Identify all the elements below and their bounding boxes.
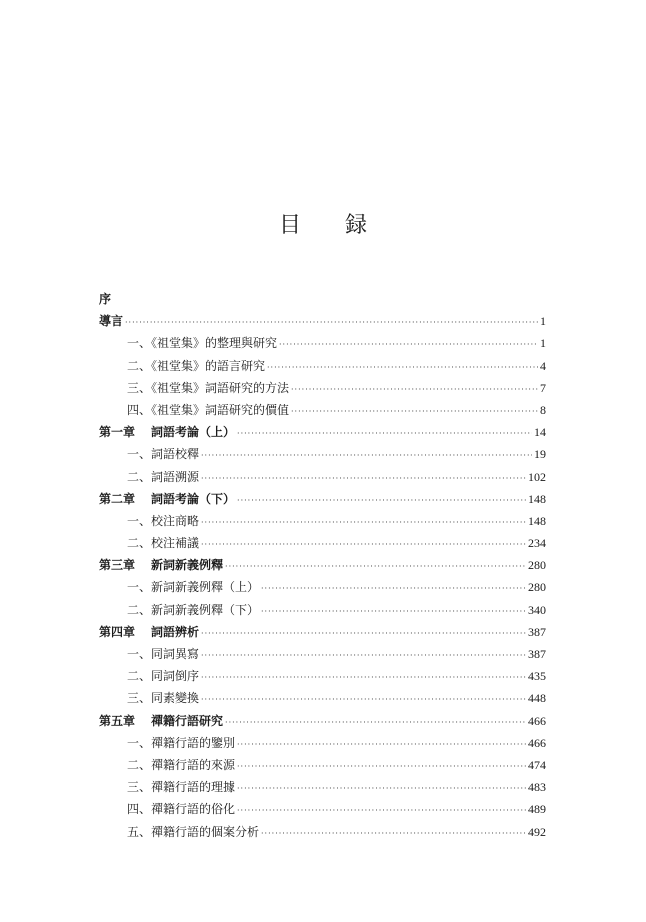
toc-entry-label: 一、禪籍行語的鑒別 [127, 735, 236, 750]
toc-page-number: 14 [534, 425, 546, 440]
toc-entry-title [127, 466, 199, 488]
toc-page-number: 474 [528, 757, 546, 772]
toc-entry-title [127, 332, 277, 354]
dot-leader [237, 778, 526, 800]
toc-chapter-row [99, 421, 546, 443]
toc-entry-title [127, 643, 199, 665]
toc-page-number: 1 [540, 314, 546, 329]
toc-entry-title [127, 399, 289, 421]
toc-entry-label: 三、《祖堂集》詞語研究的方法 [127, 380, 290, 395]
dot-leader [237, 490, 526, 512]
dot-leader [225, 556, 526, 578]
toc-section-row [99, 355, 546, 377]
toc-entry-title [127, 732, 235, 754]
toc-section-row [99, 643, 546, 665]
title-char-2: 録 [345, 213, 368, 238]
toc-chapter-number: 第一章 [99, 425, 136, 440]
table-of-contents [99, 288, 546, 843]
toc-page-number: 489 [528, 802, 546, 817]
dot-leader [201, 623, 526, 645]
toc-page-number: 4 [540, 358, 546, 373]
toc-entry-label: 二、同詞倒序 [127, 669, 200, 684]
dot-leader [291, 401, 538, 423]
toc-section-row [99, 377, 546, 399]
toc-page-number: 435 [528, 669, 546, 684]
toc-entry-title [99, 421, 235, 443]
dot-leader [261, 823, 526, 845]
toc-page-number: 387 [528, 624, 546, 639]
toc-section-row [99, 776, 546, 798]
toc-chapter-row [99, 288, 546, 310]
toc-page-number: 466 [528, 713, 546, 728]
toc-entry-label: 二、新詞新義例釋（下） [127, 602, 260, 617]
toc-entry-title [99, 488, 235, 510]
toc-chapter-row [99, 488, 546, 510]
toc-entry-title [99, 710, 223, 732]
toc-section-row [99, 754, 546, 776]
toc-page-number: 280 [528, 580, 546, 595]
toc-section-row [99, 399, 546, 421]
toc-chapter-row [99, 621, 546, 643]
toc-page-number: 1 [540, 336, 546, 351]
toc-entry-label: 五、禪籍行語的個案分析 [127, 824, 260, 839]
toc-chapter-number: 第二章 [99, 491, 136, 506]
toc-section-row [99, 443, 546, 465]
toc-section-row [99, 732, 546, 754]
toc-page-number: 280 [528, 558, 546, 573]
toc-page-number: 148 [528, 491, 546, 506]
dot-leader [237, 756, 526, 778]
toc-entry-label: 二、詞語溯源 [127, 469, 200, 484]
toc-page-number: 19 [534, 447, 546, 462]
toc-entry-title [127, 687, 199, 709]
toc-entry-label: 一、新詞新義例釋（上） [127, 580, 260, 595]
toc-entry-label: 一、詞語校釋 [127, 447, 200, 462]
toc-entry-title [99, 288, 111, 310]
toc-page-number: 483 [528, 780, 546, 795]
toc-entry-title [99, 554, 223, 576]
toc-entry-label: 詞語考論（下） [151, 491, 236, 506]
toc-entry-title [127, 355, 265, 377]
toc-entry-title [99, 621, 199, 643]
dot-leader [279, 334, 538, 356]
dot-leader [201, 689, 526, 711]
dot-leader [237, 423, 532, 445]
toc-chapter-number: 第四章 [99, 624, 136, 639]
toc-chapter-row [99, 710, 546, 732]
toc-entry-title [127, 377, 289, 399]
dot-leader [201, 667, 526, 689]
toc-entry-label: 四、《祖堂集》詞語研究的價值 [127, 402, 290, 417]
toc-entry-label: 二、《祖堂集》的語言研究 [127, 358, 266, 373]
toc-page-number: 492 [528, 824, 546, 839]
dot-leader [291, 379, 538, 401]
toc-entry-title [127, 754, 235, 776]
toc-section-row [99, 510, 546, 532]
dot-leader [261, 578, 526, 600]
toc-page-number: 102 [528, 469, 546, 484]
dot-leader [225, 712, 526, 734]
toc-entry-title [127, 798, 235, 820]
toc-entry-label: 四、禪籍行語的俗化 [127, 802, 236, 817]
toc-page-number: 234 [528, 536, 546, 551]
title-char-1: 目 [278, 213, 301, 238]
toc-entry-label: 一、同詞異寫 [127, 647, 200, 661]
toc-entry-title [127, 821, 259, 843]
toc-section-row [99, 798, 546, 820]
toc-chapter-row [99, 554, 546, 576]
toc-entry-label: 一、校注商略 [127, 513, 200, 528]
toc-entry-label: 禪籍行語研究 [151, 713, 224, 728]
toc-chapter-number: 第五章 [99, 713, 136, 728]
toc-page-number: 148 [528, 513, 546, 528]
toc-section-row [99, 576, 546, 598]
toc-section-row [99, 687, 546, 709]
toc-entry-label: 一、《祖堂集》的整理與研究 [127, 336, 278, 351]
toc-entry-label: 二、禪籍行語的來源 [127, 757, 236, 772]
toc-page-number: 387 [528, 647, 546, 661]
dot-leader [201, 445, 532, 467]
toc-entry-label: 詞語辨析 [151, 624, 200, 639]
toc-section-row [99, 332, 546, 354]
toc-entry-label: 序 [99, 292, 112, 306]
dot-leader [201, 645, 526, 667]
toc-chapter-row [99, 310, 546, 332]
toc-entry-label: 三、同素變換 [127, 691, 200, 706]
toc-entry-title [127, 576, 259, 598]
toc-page-number: 8 [540, 402, 546, 417]
dot-leader [125, 312, 538, 334]
toc-section-row [99, 599, 546, 621]
dot-leader [237, 734, 526, 756]
toc-section-row [99, 532, 546, 554]
toc-entry-title [127, 665, 199, 687]
dot-leader [201, 534, 526, 556]
toc-chapter-number: 第三章 [99, 558, 136, 573]
dot-leader [201, 512, 526, 534]
toc-entry-label: 新詞新義例釋 [151, 558, 224, 573]
dot-leader [267, 357, 538, 379]
toc-page-number: 7 [540, 380, 546, 395]
toc-entry-label: 三、禪籍行語的理據 [127, 780, 236, 795]
toc-section-row [99, 665, 546, 687]
dot-leader [201, 468, 526, 490]
toc-entry-label: 二、校注補議 [127, 536, 200, 551]
toc-entry-label: 導言 [99, 314, 124, 329]
page-title [0, 208, 646, 239]
toc-entry-title [99, 310, 123, 332]
toc-entry-title [127, 532, 199, 554]
toc-entry-title [127, 443, 199, 465]
toc-section-row [99, 821, 546, 843]
toc-entry-label: 詞語考論（上） [151, 425, 236, 440]
toc-page-number: 340 [528, 602, 546, 617]
toc-entry-title [127, 599, 259, 621]
toc-entry-title [127, 510, 199, 532]
toc-entry-title [127, 776, 235, 798]
toc-page-number: 466 [528, 735, 546, 750]
toc-section-row [99, 466, 546, 488]
dot-leader [237, 800, 526, 822]
dot-leader [261, 601, 526, 623]
toc-page-number: 448 [528, 691, 546, 706]
